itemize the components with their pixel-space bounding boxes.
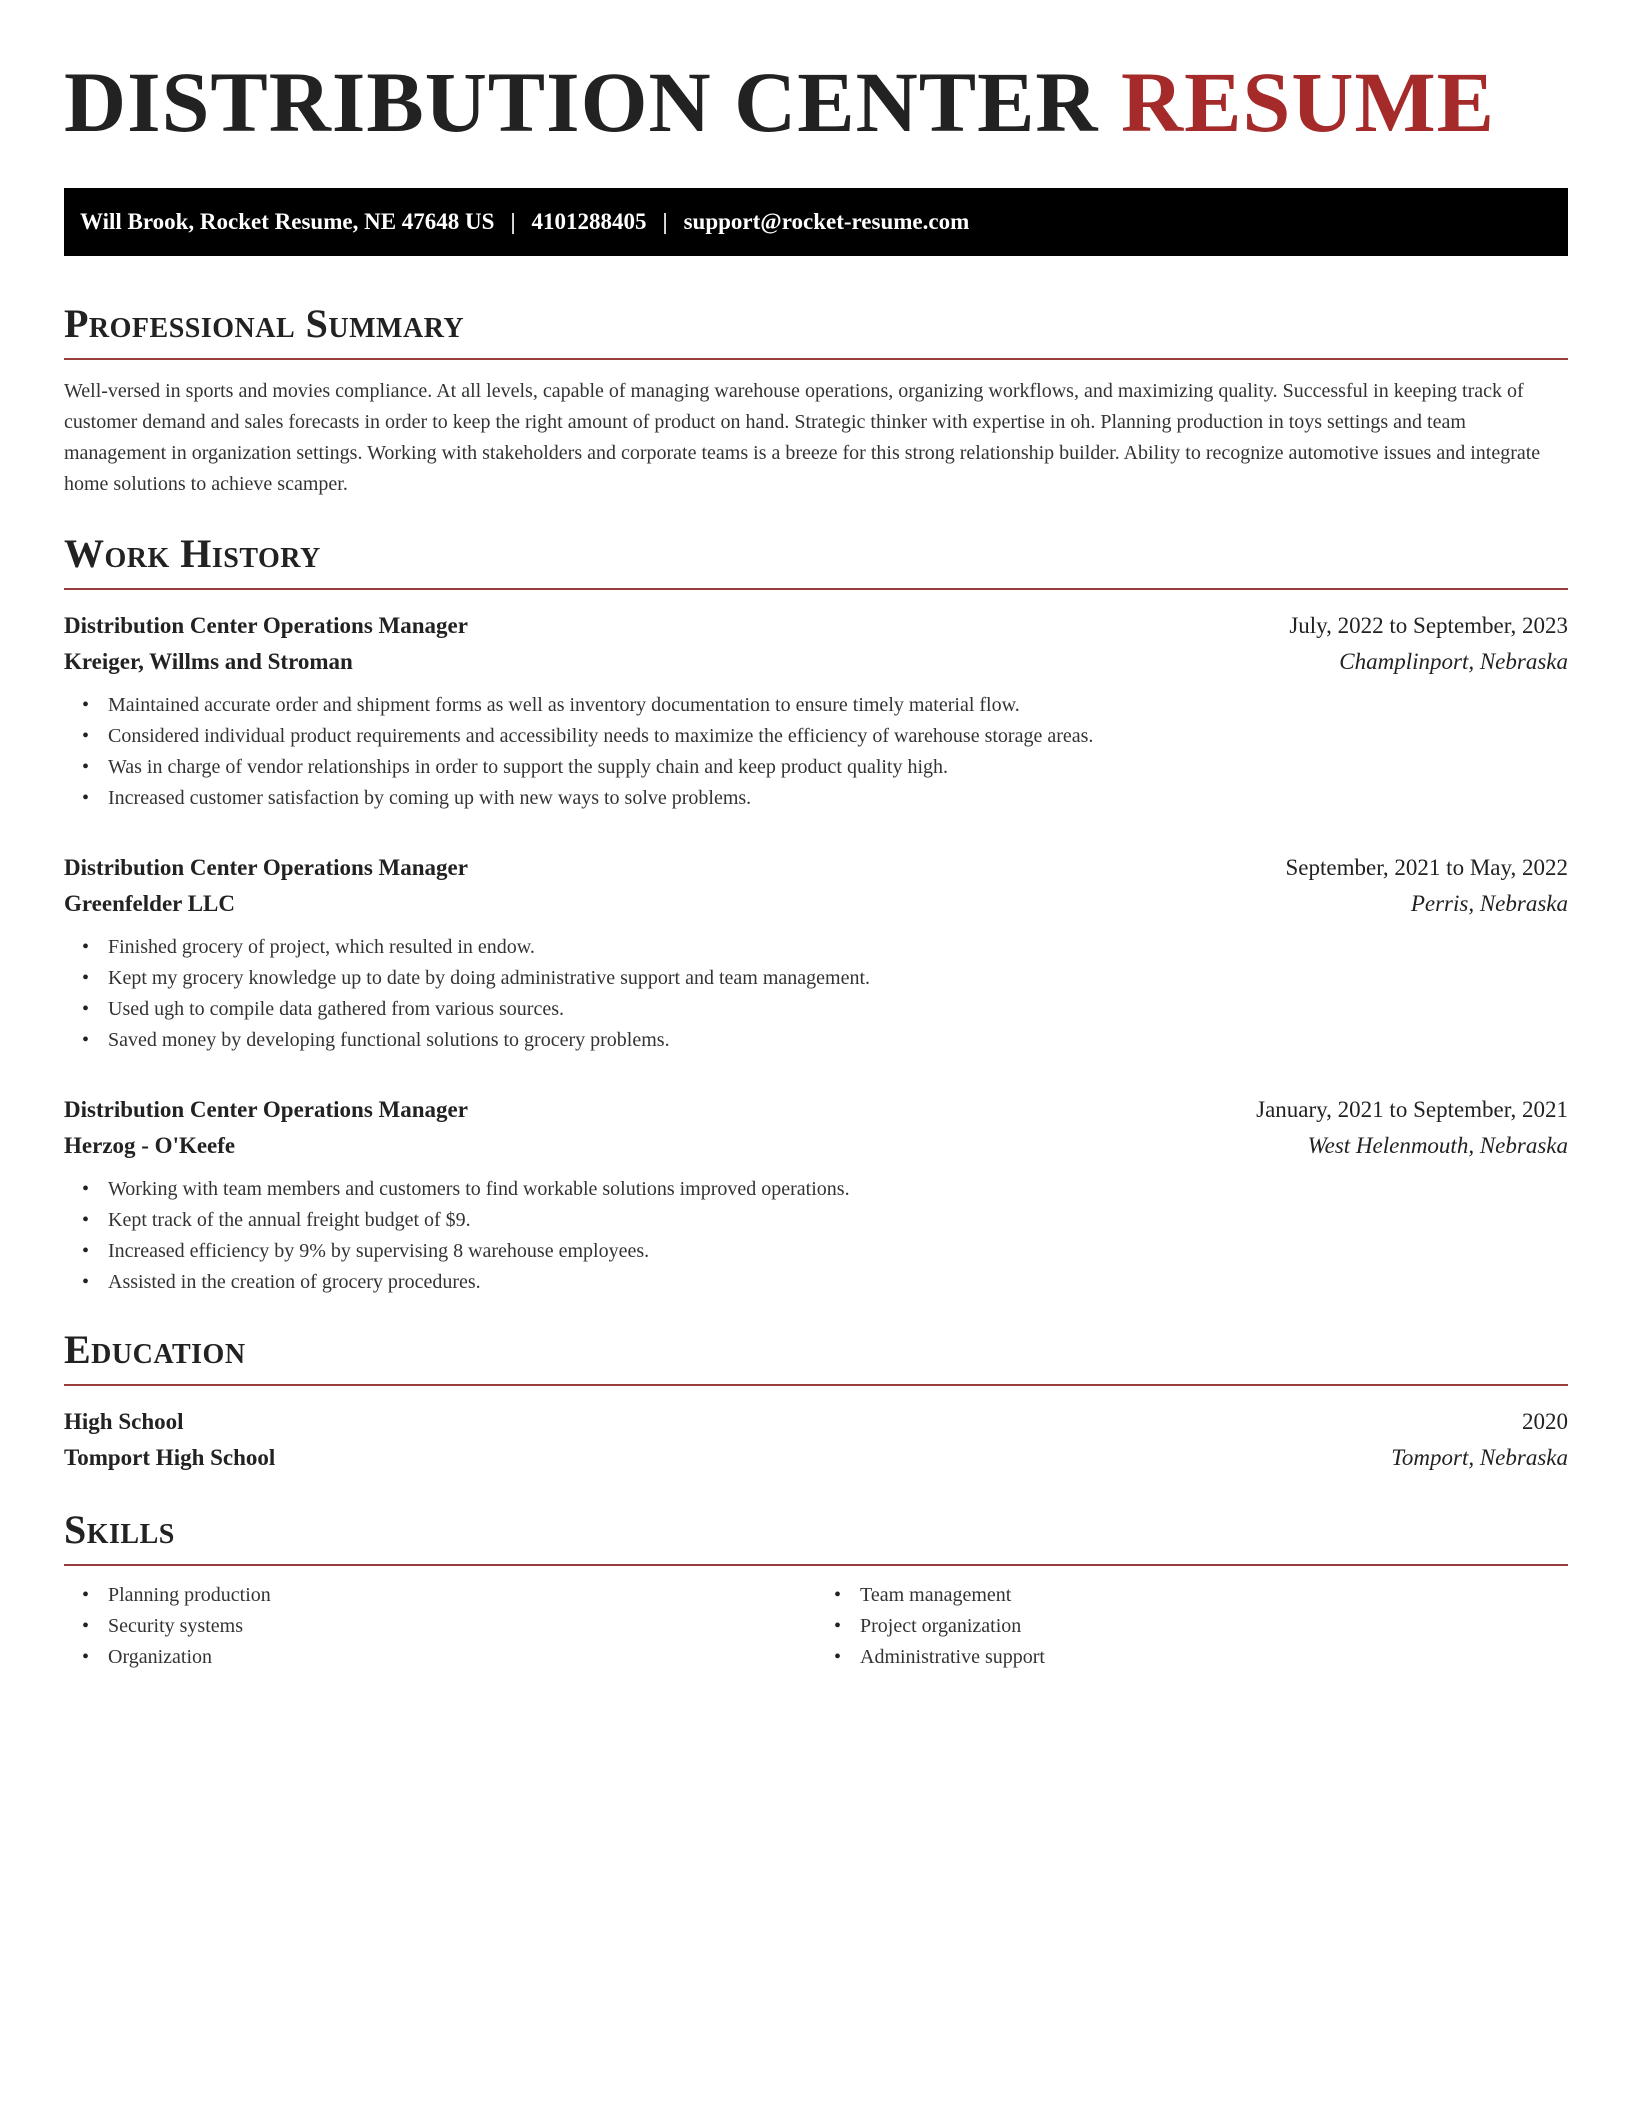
job-title: Distribution Center Operations Manager bbox=[64, 855, 468, 880]
resume-title bbox=[64, 56, 1568, 148]
skills-column-right bbox=[816, 1580, 1568, 1673]
section-divider bbox=[64, 588, 1568, 590]
section-divider bbox=[64, 1564, 1568, 1566]
education-year: 2020 bbox=[1522, 1409, 1568, 1434]
education-school: Tomport High School bbox=[64, 1445, 276, 1470]
skill-item: • Project organization bbox=[860, 1611, 1568, 1642]
education-heading: Education bbox=[64, 1327, 246, 1372]
skill-item: • Planning production bbox=[108, 1580, 816, 1611]
education-entry bbox=[64, 1404, 1568, 1476]
skill-item: • Team management bbox=[860, 1580, 1568, 1611]
contact-email: support@rocket-resume.com bbox=[683, 209, 970, 234]
job-company: Greenfelder LLC bbox=[64, 891, 235, 916]
skills-list bbox=[816, 1580, 1568, 1673]
skill-item: • Security systems bbox=[108, 1611, 816, 1642]
job-entry bbox=[64, 608, 1568, 814]
job-bullet: • Assisted in the creation of grocery procedures. bbox=[108, 1267, 1568, 1298]
job-bullets bbox=[64, 690, 1568, 814]
job-entry bbox=[64, 850, 1568, 1056]
job-bullet: • Kept my grocery knowledge up to date by doing administrative support and team management. bbox=[108, 963, 1568, 994]
job-bullet: • Used ugh to compile data gathered from various sources. bbox=[108, 994, 1568, 1025]
title-accent: RESUME bbox=[1121, 54, 1495, 150]
summary-section bbox=[64, 300, 1568, 500]
section-divider bbox=[64, 1384, 1568, 1386]
skills-list bbox=[64, 1580, 816, 1673]
contact-phone: 4101288405 bbox=[531, 209, 647, 234]
contact-separator: | bbox=[510, 209, 516, 234]
job-bullet: • Maintained accurate order and shipment forms as well as inventory documentation to ensure timely material flow. bbox=[108, 690, 1568, 721]
job-location: West Helenmouth, Nebraska bbox=[1307, 1133, 1568, 1158]
job-bullet: • Increased efficiency by 9% by supervising 8 warehouse employees. bbox=[108, 1236, 1568, 1267]
section-divider bbox=[64, 358, 1568, 360]
summary-heading: Professional Summary bbox=[64, 301, 465, 346]
skill-item: • Administrative support bbox=[860, 1642, 1568, 1673]
work-history-section bbox=[64, 530, 1568, 1298]
job-bullet: • Was in charge of vendor relationships in order to support the supply chain and keep product quality high. bbox=[108, 752, 1568, 783]
summary-text: Well-versed in sports and movies compliance. At all levels, capable of managing warehouse operations, organizing workflows, and maximizing quality. Successful in keeping track of customer demand and sales forecasts in order to keep the right amount of product on hand. Strategic thinker with expertise in oh. Planning production in toys settings and team management in organization settings. Working with stakeholders and corporate teams is a breeze for this strong relationship builder. Ability to recognize automotive issues and integrate home solutions to achieve scamper. bbox=[64, 380, 1541, 495]
job-location: Perris, Nebraska bbox=[1410, 891, 1568, 916]
job-bullet: • Finished grocery of project, which resulted in endow. bbox=[108, 932, 1568, 963]
job-company: Herzog - O'Keefe bbox=[64, 1133, 236, 1158]
job-title: Distribution Center Operations Manager bbox=[64, 613, 468, 638]
job-bullet: • Working with team members and customers to find workable solutions improved operations. bbox=[108, 1174, 1568, 1205]
contact-bar bbox=[64, 188, 1568, 256]
education-section bbox=[64, 1326, 1568, 1476]
job-bullet: • Saved money by developing functional solutions to grocery problems. bbox=[108, 1025, 1568, 1056]
job-title: Distribution Center Operations Manager bbox=[64, 1097, 468, 1122]
job-bullets bbox=[64, 932, 1568, 1056]
skill-item: • Organization bbox=[108, 1642, 816, 1673]
job-bullet: • Increased customer satisfaction by coming up with new ways to solve problems. bbox=[108, 783, 1568, 814]
job-location: Champlinport, Nebraska bbox=[1339, 649, 1568, 674]
skills-grid bbox=[64, 1580, 1568, 1673]
work-history-heading: Work History bbox=[64, 531, 321, 576]
job-bullet: • Considered individual product requirements and accessibility needs to maximize the efficiency of warehouse storage areas. bbox=[108, 721, 1568, 752]
contact-address: Will Brook, Rocket Resume, NE 47648 US bbox=[80, 209, 495, 234]
title-main: DISTRIBUTION CENTER bbox=[64, 54, 1099, 150]
skills-column-left bbox=[64, 1580, 816, 1673]
job-bullets bbox=[64, 1174, 1568, 1298]
job-dates: September, 2021 to May, 2022 bbox=[1285, 855, 1568, 880]
contact-separator: | bbox=[662, 209, 668, 234]
education-location: Tomport, Nebraska bbox=[1391, 1445, 1568, 1470]
skills-heading: Skills bbox=[64, 1507, 175, 1552]
skills-section bbox=[64, 1506, 1568, 1673]
job-dates: July, 2022 to September, 2023 bbox=[1289, 613, 1568, 638]
job-company: Kreiger, Willms and Stroman bbox=[64, 649, 353, 674]
job-dates: January, 2021 to September, 2021 bbox=[1256, 1097, 1568, 1122]
job-bullet: • Kept track of the annual freight budget of $9. bbox=[108, 1205, 1568, 1236]
job-entry bbox=[64, 1092, 1568, 1298]
education-degree: High School bbox=[64, 1409, 184, 1434]
